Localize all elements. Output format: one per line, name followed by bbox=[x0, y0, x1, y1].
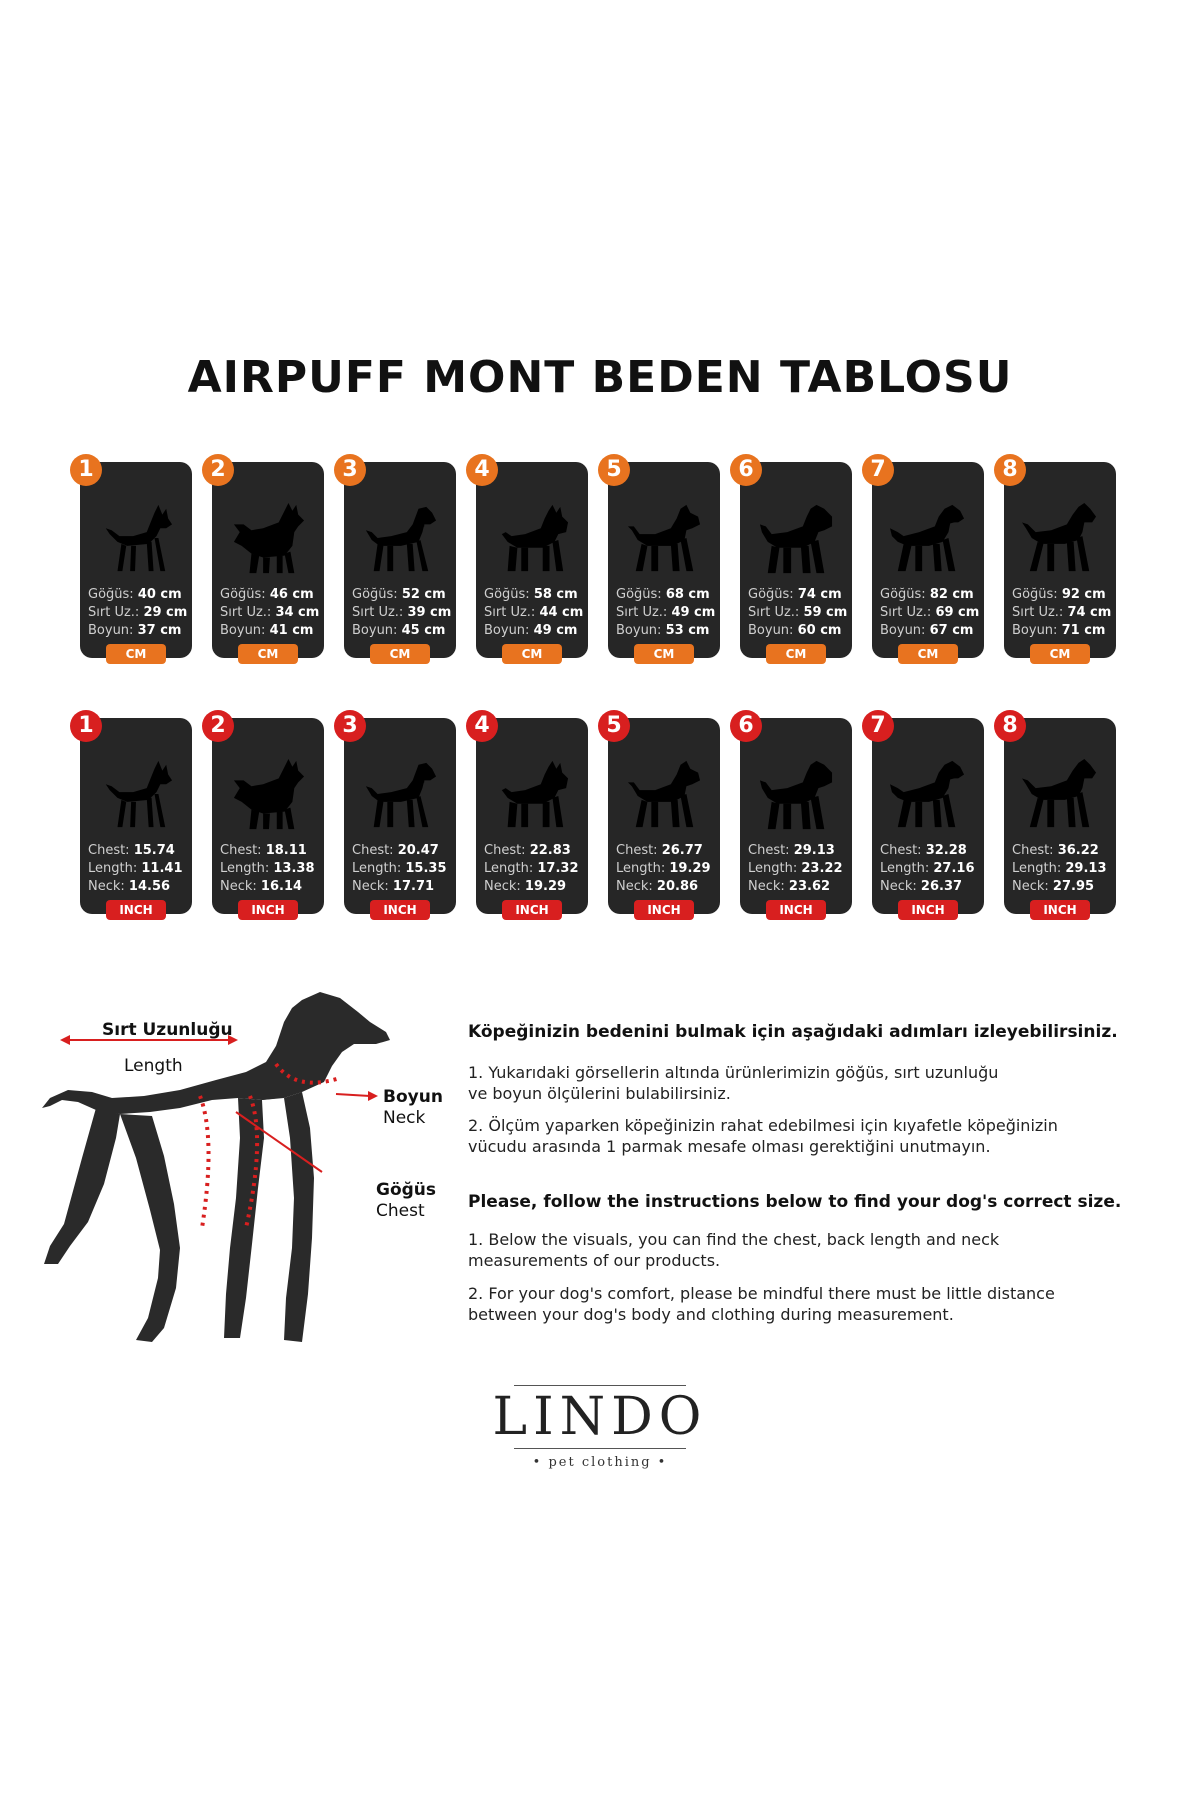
instructions-en-step2: 2. For your dog's comfort, please be mindful there must be little distance between your dog's body and clothing during measurement. bbox=[468, 1284, 1055, 1324]
unit-badge-inch: INCH bbox=[634, 900, 694, 920]
size-measurements: Göğüs: 82 cm Sırt Uz.: 69 cm Boyun: 67 cm bbox=[880, 587, 980, 638]
cm-size-row bbox=[78, 457, 1120, 662]
great-dane-dog-icon bbox=[1022, 758, 1098, 832]
size-number-badge: 2 bbox=[202, 710, 234, 742]
pomeranian-dog-icon bbox=[230, 758, 306, 832]
unit-badge-inch: INCH bbox=[238, 900, 298, 920]
size-number-badge: 4 bbox=[466, 454, 498, 486]
size-number-badge: 8 bbox=[994, 454, 1026, 486]
pitbull-dog-icon bbox=[626, 502, 702, 576]
size-card-8-inch bbox=[1002, 713, 1116, 917]
size-card-4-inch bbox=[474, 713, 588, 917]
back-length-label-en: Length bbox=[124, 1056, 183, 1076]
size-card-2-inch bbox=[210, 713, 324, 917]
unit-badge-cm: CM bbox=[1030, 644, 1090, 664]
size-number-badge: 2 bbox=[202, 454, 234, 486]
size-measurements: Chest: 32.28 Length: 27.16 Neck: 26.37 bbox=[880, 843, 975, 894]
page-title: AIRPUFF MONT BEDEN TABLOSU bbox=[187, 352, 1013, 403]
size-card-4-cm bbox=[474, 457, 588, 661]
unit-badge-cm: CM bbox=[502, 644, 562, 664]
size-measurements: Chest: 29.13 Length: 23.22 Neck: 23.62 bbox=[748, 843, 843, 894]
instructions-tr-heading: Köpeğinizin bedenini bulmak için aşağıdaki adımları izleyebilirsiniz. bbox=[468, 1022, 1118, 1042]
chihuahua-dog-icon bbox=[98, 758, 174, 832]
unit-badge-cm: CM bbox=[106, 644, 166, 664]
unit-badge-inch: INCH bbox=[1030, 900, 1090, 920]
pomeranian-dog-icon bbox=[230, 502, 306, 576]
unit-badge-inch: INCH bbox=[502, 900, 562, 920]
size-measurements: Göğüs: 92 cm Sırt Uz.: 74 cm Boyun: 71 cm bbox=[1012, 587, 1112, 638]
retriever-dog-icon bbox=[890, 758, 966, 832]
size-number-badge: 7 bbox=[862, 454, 894, 486]
bulldog-dog-icon bbox=[494, 502, 570, 576]
size-card-3-cm bbox=[342, 457, 456, 661]
size-card-2-cm bbox=[210, 457, 324, 661]
chihuahua-dog-icon bbox=[98, 502, 174, 576]
unit-badge-cm: CM bbox=[370, 644, 430, 664]
instructions-tr-step2: 2. Ölçüm yaparken köpeğinizin rahat edebilmesi için kıyafetle köpeğinizin vücudu arasında 1 parmak mesafe olması gerektiğini unutmayın. bbox=[468, 1116, 1058, 1156]
pitbull-dog-icon bbox=[626, 758, 702, 832]
unit-badge-cm: CM bbox=[898, 644, 958, 664]
retriever-dog-icon bbox=[890, 502, 966, 576]
size-measurements: Chest: 15.74 Length: 11.41 Neck: 14.56 bbox=[88, 843, 183, 894]
unit-badge-cm: CM bbox=[766, 644, 826, 664]
size-card-8-cm bbox=[1002, 457, 1116, 661]
size-card-5-cm bbox=[606, 457, 720, 661]
logo-bottom-divider bbox=[514, 1448, 686, 1449]
size-number-badge: 3 bbox=[334, 454, 366, 486]
measurement-dog-illustration bbox=[40, 988, 440, 1358]
size-measurements: Chest: 22.83 Length: 17.32 Neck: 19.29 bbox=[484, 843, 579, 894]
bulldog-dog-icon bbox=[494, 758, 570, 832]
unit-badge-inch: INCH bbox=[370, 900, 430, 920]
unit-badge-inch: INCH bbox=[898, 900, 958, 920]
unit-badge-cm: CM bbox=[238, 644, 298, 664]
size-card-6-inch bbox=[738, 713, 852, 917]
size-card-1-cm bbox=[78, 457, 192, 661]
size-number-badge: 6 bbox=[730, 454, 762, 486]
unit-badge-inch: INCH bbox=[106, 900, 166, 920]
size-measurements: Chest: 26.77 Length: 19.29 Neck: 20.86 bbox=[616, 843, 711, 894]
size-measurements: Göğüs: 40 cm Sırt Uz.: 29 cm Boyun: 37 cm bbox=[88, 587, 188, 638]
size-number-badge: 1 bbox=[70, 454, 102, 486]
size-card-3-inch bbox=[342, 713, 456, 917]
size-measurements: Göğüs: 46 cm Sırt Uz.: 34 cm Boyun: 41 cm bbox=[220, 587, 320, 638]
inch-size-row bbox=[78, 713, 1120, 918]
size-measurements: Göğüs: 58 cm Sırt Uz.: 44 cm Boyun: 49 cm bbox=[484, 587, 584, 638]
unit-badge-cm: CM bbox=[634, 644, 694, 664]
chest-label-en: Chest bbox=[376, 1201, 425, 1221]
size-measurements: Chest: 18.11 Length: 13.38 Neck: 16.14 bbox=[220, 843, 315, 894]
size-measurements: Göğüs: 68 cm Sırt Uz.: 49 cm Boyun: 53 cm bbox=[616, 587, 716, 638]
beagle-dog-icon bbox=[362, 758, 438, 832]
neck-label-tr: Boyun bbox=[383, 1087, 443, 1107]
size-number-badge: 8 bbox=[994, 710, 1026, 742]
size-measurements: Göğüs: 52 cm Sırt Uz.: 39 cm Boyun: 45 cm bbox=[352, 587, 452, 638]
great-dane-dog-icon bbox=[1022, 502, 1098, 576]
instructions-en-heading: Please, follow the instructions below to find your dog's correct size. bbox=[468, 1192, 1122, 1212]
size-measurements: Göğüs: 74 cm Sırt Uz.: 59 cm Boyun: 60 cm bbox=[748, 587, 848, 638]
size-number-badge: 5 bbox=[598, 454, 630, 486]
size-number-badge: 7 bbox=[862, 710, 894, 742]
chest-label-tr: Göğüs bbox=[376, 1180, 437, 1200]
neck-label-en: Neck bbox=[383, 1108, 426, 1128]
size-card-1-inch bbox=[78, 713, 192, 917]
size-number-badge: 5 bbox=[598, 710, 630, 742]
brand-logo bbox=[0, 1385, 1200, 1470]
size-measurements: Chest: 36.22 Length: 29.13 Neck: 27.95 bbox=[1012, 843, 1107, 894]
size-card-7-inch bbox=[870, 713, 984, 917]
size-measurements: Chest: 20.47 Length: 15.35 Neck: 17.71 bbox=[352, 843, 447, 894]
size-number-badge: 6 bbox=[730, 710, 762, 742]
size-card-6-cm bbox=[738, 457, 852, 661]
back-length-label-tr: Sırt Uzunluğu bbox=[102, 1020, 233, 1040]
instructions-en-step1: 1. Below the visuals, you can find the chest, back length and neck measurements of our products. bbox=[468, 1230, 1000, 1270]
size-number-badge: 1 bbox=[70, 710, 102, 742]
mastiff-dog-icon bbox=[758, 502, 834, 576]
instructions-tr-step1: 1. Yukarıdaki görsellerin altında ürünlerimizin göğüs, sırt uzunluğu ve boyun ölçülerini bulabilirsiniz. bbox=[468, 1063, 999, 1103]
beagle-dog-icon bbox=[362, 502, 438, 576]
size-number-badge: 3 bbox=[334, 710, 366, 742]
size-number-badge: 4 bbox=[466, 710, 498, 742]
mastiff-dog-icon bbox=[758, 758, 834, 832]
brand-name: LINDO bbox=[492, 1387, 708, 1447]
size-card-5-inch bbox=[606, 713, 720, 917]
size-card-7-cm bbox=[870, 457, 984, 661]
brand-tagline: • pet clothing • bbox=[532, 1455, 668, 1470]
unit-badge-inch: INCH bbox=[766, 900, 826, 920]
